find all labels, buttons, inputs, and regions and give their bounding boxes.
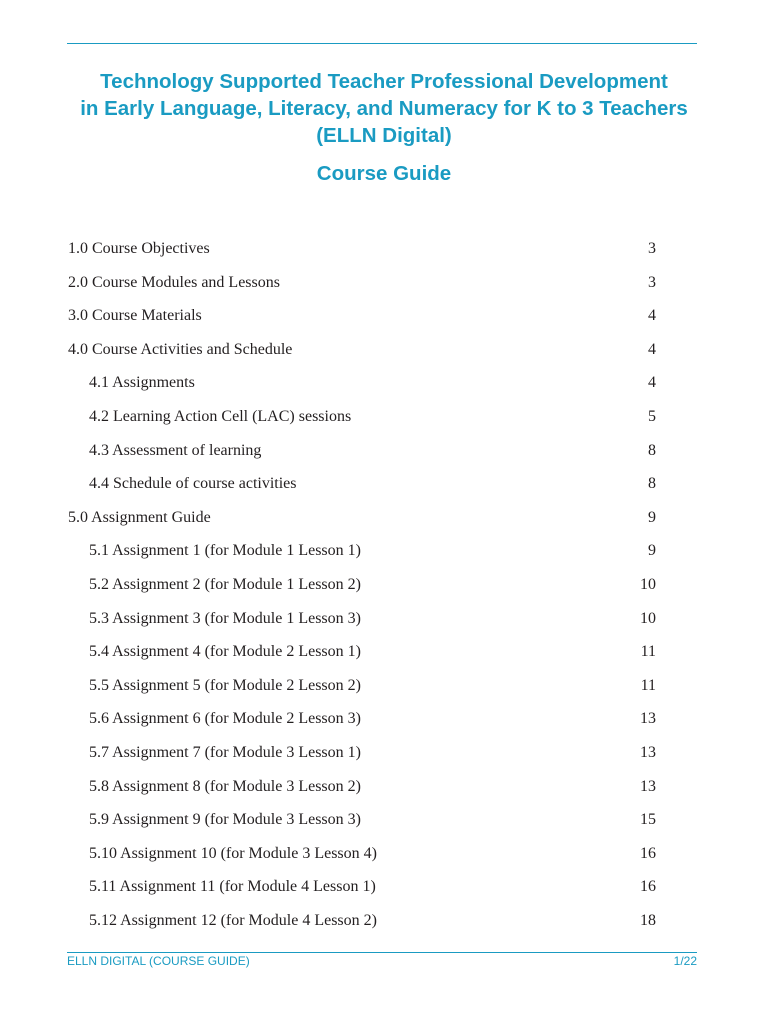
toc-entry[interactable] <box>68 669 656 703</box>
toc-entry-label: 5.0 Assignment Guide <box>68 508 211 526</box>
toc-entry-label: 5.2 Assignment 2 (for Module 1 Lesson 2) <box>89 575 361 593</box>
toc-entry-label: 2.0 Course Modules and Lessons <box>68 273 280 291</box>
toc-entry[interactable] <box>68 366 656 400</box>
toc-entry-label: 5.3 Assignment 3 (for Module 1 Lesson 3) <box>89 609 361 627</box>
toc-entry-label: 5.5 Assignment 5 (for Module 2 Lesson 2) <box>89 676 361 694</box>
toc-entry-page: 3 <box>648 273 656 291</box>
toc-entry-label: 5.11 Assignment 11 (for Module 4 Lesson 1) <box>89 878 376 896</box>
toc-entry[interactable] <box>68 736 656 770</box>
toc-entry[interactable] <box>68 501 656 535</box>
toc-entry-page: 4 <box>648 307 656 325</box>
toc-entry-page: 8 <box>648 441 656 459</box>
toc-entry-page: 18 <box>640 911 656 929</box>
toc-entry[interactable] <box>68 467 656 501</box>
toc-entry-label: 5.6 Assignment 6 (for Module 2 Lesson 3) <box>89 710 361 728</box>
toc-entry[interactable] <box>68 299 656 333</box>
footer-document-name: ELLN DIGITAL (COURSE GUIDE) <box>67 954 250 968</box>
toc-entry-page: 13 <box>640 710 656 728</box>
toc-entry-page: 16 <box>640 844 656 862</box>
page-subtitle: Course Guide <box>316 162 452 185</box>
toc-entry[interactable] <box>68 803 656 837</box>
toc-entry[interactable] <box>68 534 656 568</box>
toc-entry[interactable] <box>68 333 656 367</box>
toc-entry-page: 15 <box>640 811 656 829</box>
toc-entry-page: 9 <box>648 542 656 560</box>
toc-entry-page: 13 <box>640 777 656 795</box>
toc-entry-page: 3 <box>648 240 656 257</box>
toc-entry-page: 11 <box>640 676 656 694</box>
toc-entry[interactable] <box>68 837 656 871</box>
toc-entry[interactable] <box>68 568 656 602</box>
toc-entry-page: 9 <box>648 508 656 526</box>
header-divider <box>67 43 697 44</box>
toc-entry-label: 4.1 Assignments <box>89 374 195 392</box>
toc-entry-label: 5.10 Assignment 10 (for Module 3 Lesson 4) <box>89 844 377 862</box>
toc-entry-page: 11 <box>640 643 656 661</box>
table-of-contents <box>68 232 656 937</box>
page-footer <box>67 953 697 969</box>
page-title-line-3: (ELLN Digital) <box>316 124 452 147</box>
toc-entry-label: 4.3 Assessment of learning <box>89 441 262 459</box>
toc-entry[interactable] <box>68 266 656 300</box>
toc-entry-label: 4.4 Schedule of course activities <box>89 475 297 493</box>
toc-entry-page: 10 <box>640 609 656 627</box>
toc-entry-label: 5.12 Assignment 12 (for Module 4 Lesson 2) <box>89 911 377 929</box>
title-block <box>0 68 768 187</box>
footer-page-number: 1/22 <box>673 954 697 968</box>
toc-entry[interactable] <box>68 702 656 736</box>
toc-entry-page: 4 <box>648 374 656 392</box>
toc-entry[interactable] <box>68 400 656 434</box>
toc-entry-page: 13 <box>640 743 656 761</box>
page-title-line-1: Technology Supported Teacher Professional Development <box>100 70 668 93</box>
toc-entry-label: 5.1 Assignment 1 (for Module 1 Lesson 1) <box>89 542 361 560</box>
toc-entry[interactable] <box>68 434 656 468</box>
toc-entry-page: 8 <box>648 475 656 493</box>
toc-entry-page: 10 <box>640 575 656 593</box>
toc-entry[interactable] <box>68 635 656 669</box>
toc-entry-label: 4.2 Learning Action Cell (LAC) sessions <box>89 407 352 425</box>
toc-entry-label: 5.8 Assignment 8 (for Module 3 Lesson 2) <box>89 777 361 795</box>
toc-entry-label: 1.0 Course Objectives <box>68 240 210 257</box>
page-title-line-2: in Early Language, Literacy, and Numeracy for K to 3 Teachers <box>80 97 688 120</box>
toc-entry[interactable] <box>68 232 656 266</box>
toc-entry-page: 4 <box>648 340 656 358</box>
toc-entry-label: 5.7 Assignment 7 (for Module 3 Lesson 1) <box>89 743 361 761</box>
toc-entry-label: 5.9 Assignment 9 (for Module 3 Lesson 3) <box>89 811 361 829</box>
toc-entry-label: 3.0 Course Materials <box>68 307 202 325</box>
toc-entry[interactable] <box>68 870 656 904</box>
toc-entry-label: 4.0 Course Activities and Schedule <box>68 340 293 358</box>
toc-entry[interactable] <box>68 904 656 938</box>
toc-entry[interactable] <box>68 770 656 804</box>
toc-entry-page: 16 <box>640 878 656 896</box>
toc-entry-label: 5.4 Assignment 4 (for Module 2 Lesson 1) <box>89 643 361 661</box>
toc-entry[interactable] <box>68 602 656 636</box>
toc-entry-page: 5 <box>648 407 656 425</box>
